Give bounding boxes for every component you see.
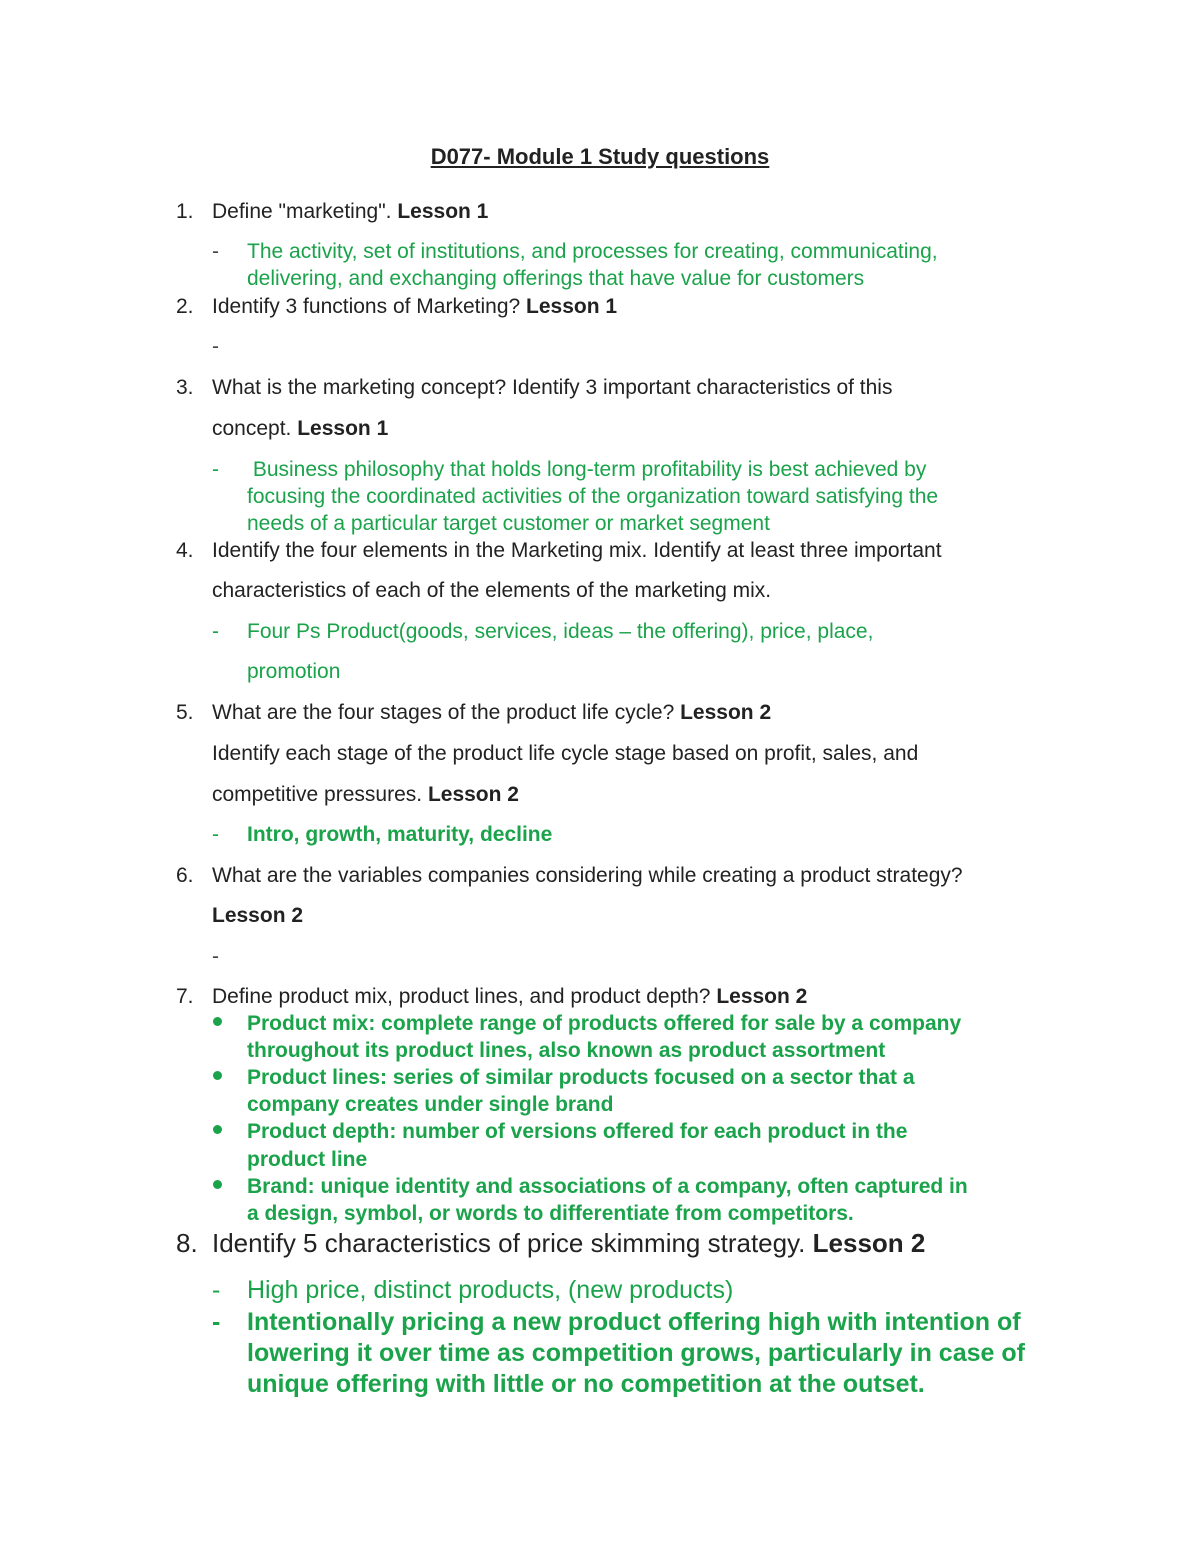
q8-answer2-line3: unique offering with little or no competition at the outset. [247, 1370, 925, 1398]
q8-number: 8. [176, 1228, 198, 1258]
q7-bullet-4 [213, 1180, 222, 1189]
q5-text-line1: What are the four stages of the product life cycle? [212, 701, 675, 724]
q1-text: Define "marketing". [212, 200, 392, 223]
q7-bullet-3 [213, 1125, 222, 1134]
q4-answer-line2: promotion [247, 660, 341, 683]
q8-lesson: Lesson 2 [812, 1228, 926, 1258]
q2-lesson: Lesson 1 [526, 295, 618, 318]
q8-text: Identify 5 characteristics of price skimming strategy. [212, 1228, 806, 1258]
q7-b4-line2: a design, symbol, or words to differentiate from competitors. [247, 1202, 854, 1225]
q2-text: Identify 3 functions of Marketing? [212, 295, 521, 318]
q5-answer: Intro, growth, maturity, decline [247, 823, 553, 846]
q2-dash: - [212, 335, 219, 358]
q1-answer-line1: The activity, set of institutions, and processes for creating, communicating, [247, 240, 938, 263]
q7-text: Define product mix, product lines, and product depth? [212, 985, 711, 1008]
q5-text-line3: competitive pressures. [212, 783, 423, 806]
q6-text: What are the variables companies considering while creating a product strategy? [212, 864, 963, 887]
q3-answer-line3: needs of a particular target customer or market segment [247, 512, 770, 535]
q7-number: 7. [176, 985, 194, 1008]
q5-lesson2: Lesson 2 [427, 783, 519, 806]
q1-number: 1. [176, 200, 194, 223]
q5-question-line1 [212, 700, 771, 726]
q5-text-line2: Identify each stage of the product life cycle stage based on profit, sales, and [212, 742, 919, 765]
q7-lesson: Lesson 2 [716, 985, 808, 1008]
q1-answer-line2: delivering, and exchanging offerings that have value for customers [247, 267, 865, 290]
q6-number: 6. [176, 864, 194, 887]
q3-number: 3. [176, 376, 194, 399]
q3-text-line2: concept. [212, 417, 292, 440]
q7-b2-line1: Product lines: series of similar products focused on a sector that a [247, 1066, 915, 1089]
q2-number: 2. [176, 295, 194, 318]
q3-question-line2 [212, 416, 388, 442]
q7-question [212, 984, 807, 1010]
q8-dash-2: - [212, 1308, 221, 1336]
q3-answer-line1: Business philosophy that holds long-term profitability is best achieved by [247, 458, 927, 481]
q8-answer2-line2: lowering it over time as competition grows, particularly in case of [247, 1339, 1025, 1367]
q6-dash: - [212, 945, 219, 968]
document-title: D077- Module 1 Study questions [430, 144, 770, 169]
q8-dash-1: - [212, 1276, 221, 1304]
q1-lesson: Lesson 1 [397, 200, 489, 223]
q2-question [212, 294, 617, 320]
q5-dash: - [212, 823, 219, 846]
q7-bullet-1 [213, 1017, 222, 1026]
q3-answer-line2: focusing the coordinated activities of the organization toward satisfying the [247, 485, 939, 508]
q7-b3-line1: Product depth: number of versions offered for each product in the [247, 1120, 908, 1143]
q8-question [212, 1228, 925, 1259]
q4-text-line1: Identify the four elements in the Marketing mix. Identify at least three important [212, 539, 942, 562]
q7-bullet-2 [213, 1071, 222, 1080]
q8-answer2-line1: Intentionally pricing a new product offering high with intention of [247, 1308, 1021, 1336]
q6-lesson: Lesson 2 [212, 904, 304, 927]
q4-text-line2: characteristics of each of the elements of the marketing mix. [212, 579, 772, 602]
q4-dash: - [212, 620, 219, 643]
q4-answer-line1: Four Ps Product(goods, services, ideas – the offering), price, place, [247, 620, 874, 643]
q7-b2-line2: company creates under single brand [247, 1093, 614, 1116]
q7-b1-line1: Product mix: complete range of products offered for sale by a company [247, 1012, 962, 1035]
q3-dash: - [212, 458, 219, 481]
q5-question-line3 [212, 782, 519, 808]
q1-dash: - [212, 240, 219, 263]
q7-b1-line2: throughout its product lines, also known as product assortment [247, 1039, 886, 1062]
q8-answer1: High price, distinct products, (new products) [247, 1276, 734, 1304]
q5-lesson1: Lesson 2 [680, 701, 772, 724]
q3-text-line1: What is the marketing concept? Identify 3 important characteristics of this [212, 376, 893, 399]
q1-question [212, 199, 488, 225]
q4-number: 4. [176, 539, 194, 562]
q7-b4-line1: Brand: unique identity and associations of a company, often captured in [247, 1175, 968, 1198]
q5-number: 5. [176, 701, 194, 724]
q3-lesson: Lesson 1 [297, 417, 389, 440]
q7-b3-line2: product line [247, 1148, 368, 1171]
